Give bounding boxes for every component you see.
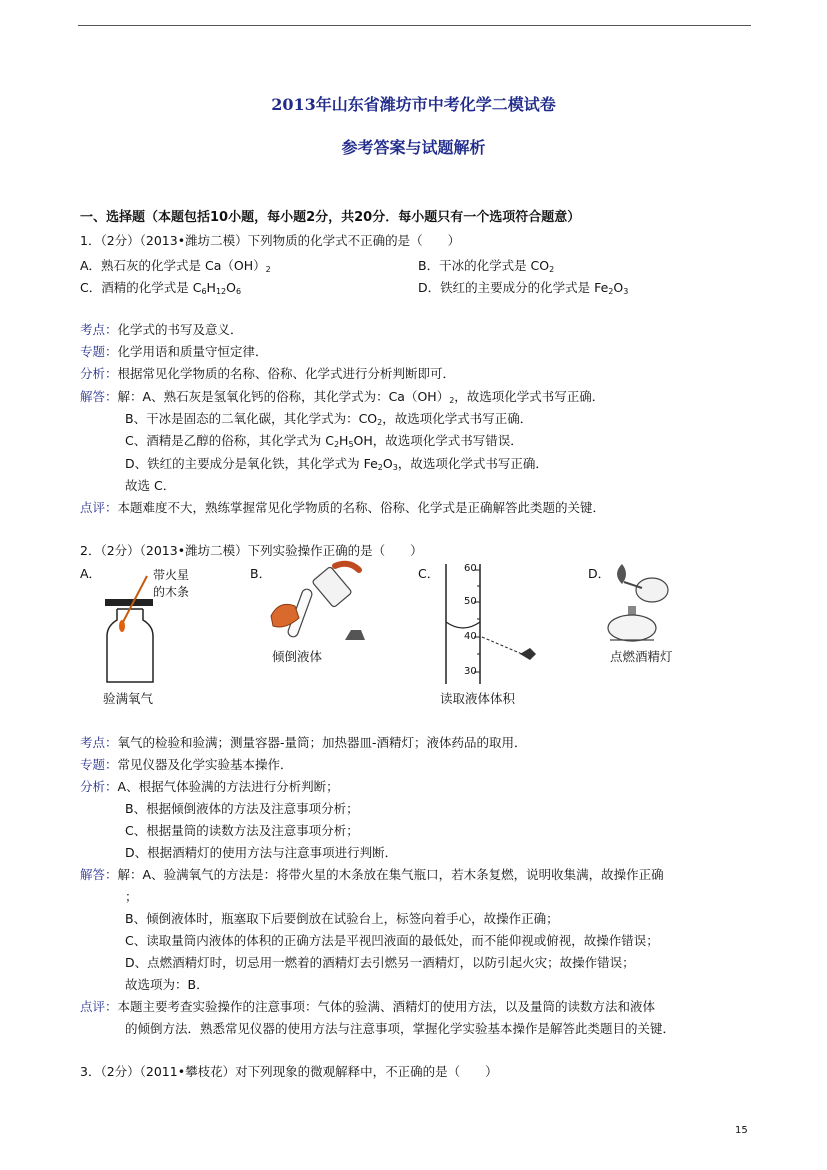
header-rule — [78, 25, 751, 26]
q1-zhuanti: 专题：化学用语和质量守恒定律． — [80, 344, 268, 359]
q2-letter-b: B． — [250, 566, 272, 581]
figure-a-label-1: 带火星 — [153, 568, 190, 582]
figure-d-alcohol-lamp — [600, 560, 680, 645]
figure-c-cylinder-reading — [430, 560, 550, 685]
q1-kaodian: 考点：化学式的书写及意义． — [80, 322, 243, 337]
upper-lamp — [636, 578, 668, 602]
q2-letter-c: C． — [418, 566, 440, 581]
tick-50: 50 — [464, 596, 477, 607]
tick-40: 40 — [464, 631, 477, 642]
tick-30: 30 — [464, 666, 477, 677]
q2-dianping: 点评：本题主要考查实验操作的注意事项：气体的验满、酒精灯的使用方法，以及量筒的读数方法和液体 — [80, 999, 656, 1014]
q1-jieda-c: C、酒精是乙醇的俗称，其化学式为 $C_2H_5OH$，故选项化学式书写错误． — [125, 433, 523, 449]
q2-letter-a: A． — [80, 566, 102, 581]
q2-dianping-cont: 的倾倒方法．熟悉常见仪器的使用方法与注意事项，掌握化学实验基本操作是解答此类题目的关键． — [125, 1021, 676, 1036]
page-number: 15 — [735, 1125, 748, 1136]
figure-a-caption: 验满氧气 — [103, 691, 154, 706]
hand-upper — [335, 564, 359, 570]
q2-jieda-a: 解答：解：A、验满氧气的方法是：将带火星的木条放在集气瓶口，若木条复燃，说明收集满，故操作正确 — [80, 867, 664, 882]
eye-icon — [520, 648, 536, 660]
figure-b-caption: 倾倒液体 — [272, 649, 323, 664]
figure-b-pouring-liquid — [265, 560, 375, 645]
figure-c-caption: 读取液体体积 — [440, 691, 516, 706]
stopper — [345, 630, 365, 640]
q2-fenxi-b: B、根据倾倒液体的方法及注意事项分析； — [125, 801, 359, 816]
q1-dianping: 点评：本题难度不大，熟练掌握常见化学物质的名称、俗称、化学式是正确解答此类题的关键． — [80, 500, 606, 515]
q2-jieda-conclusion: 故选项为：B． — [125, 977, 209, 992]
q1-jieda-b: B、干冰是固态的二氧化碳，其化学式为：$CO_2$，故选项化学式书写正确． — [125, 411, 533, 427]
q1-jieda-a: 解答：解：A、熟石灰是氢氧化钙的俗称，其化学式为：$Ca(OH)_2$，故选项化学式书写正确． — [80, 389, 605, 405]
q1-option-d: D．铁红的主要成分的化学式是 $Fe_2O_3$ — [418, 280, 629, 296]
gas-bottle — [107, 609, 153, 682]
q2-jieda-d: D、点燃酒精灯时，切忌用一燃着的酒精灯去引燃另一酒精灯，以防引起火灾；故操作错误； — [125, 955, 635, 970]
q1-option-c: C．酒精的化学式是 $C_6H_{12}O_6$ — [80, 280, 242, 296]
q2-jieda-b: B、倾倒液体时，瓶塞取下后要倒放在试验台上，标签向着手心，故操作正确； — [125, 911, 559, 926]
q2-zhuanti: 专题：常见仪器及化学实验基本操作． — [80, 757, 293, 772]
q2-stem: 2．（2分）（2013•潍坊二模）下列实验操作正确的是（ ） — [80, 543, 423, 558]
tick-60: 60 — [464, 563, 477, 574]
q1-option-a: A．熟石灰的化学式是 $Ca(OH)_2$ — [80, 258, 271, 274]
bottle-plate — [105, 599, 153, 606]
figure-a-label-2: 的木条 — [153, 585, 190, 599]
reagent-bottle — [312, 566, 352, 607]
document-title: 2013年山东省潍坊市中考化学二模试卷 — [271, 95, 556, 114]
flame-icon — [617, 564, 626, 584]
q2-jieda-c: C、读取量筒内液体的体积的正确方法是平视凹液面的最低处，而不能仰视或俯视，故操作错误； — [125, 933, 659, 948]
q3-stem: 3．（2分）（2011•攀枝花）对下列现象的微观解释中，不正确的是（ ） — [80, 1064, 498, 1079]
q1-jieda-d: D、铁红的主要成分是氧化铁，其化学式为 $Fe_2O_3$，故选项化学式书写正确． — [125, 456, 548, 472]
q2-jieda-a-cont: ； — [125, 889, 138, 904]
ember — [119, 620, 125, 632]
q2-kaodian: 考点：氧气的检验和验满；测量容器-量筒；加热器皿-酒精灯；液体药品的取用． — [80, 735, 527, 750]
q2-fenxi-a: 分析：A、根据气体验满的方法进行分析判断； — [80, 779, 339, 794]
document-subtitle: 参考答案与试题解析 — [341, 138, 486, 157]
meniscus — [446, 622, 480, 628]
lower-lamp — [608, 615, 656, 641]
sight-line — [482, 637, 522, 654]
figure-d-caption: 点燃酒精灯 — [610, 649, 673, 664]
q1-fenxi: 分析：根据常见化学物质的名称、俗称、化学式进行分析判断即可． — [80, 366, 456, 381]
q2-fenxi-c: C、根据量筒的读数方法及注意事项分析； — [125, 823, 359, 838]
q1-option-b: B．干冰的化学式是 $CO_2$ — [418, 258, 555, 274]
q2-letter-d: D． — [588, 566, 611, 581]
q2-fenxi-d: D、根据酒精灯的使用方法与注意事项进行判断． — [125, 845, 398, 860]
q1-stem: 1．（2分）（2013•潍坊二模）下列物质的化学式不正确的是（ ） — [80, 233, 461, 248]
q1-jieda-conclusion: 故选 C． — [125, 478, 176, 493]
section-heading: 一、选择题（本题包括10小题，每小题2分，共20分．每小题只有一个选项符合题意） — [80, 210, 581, 225]
